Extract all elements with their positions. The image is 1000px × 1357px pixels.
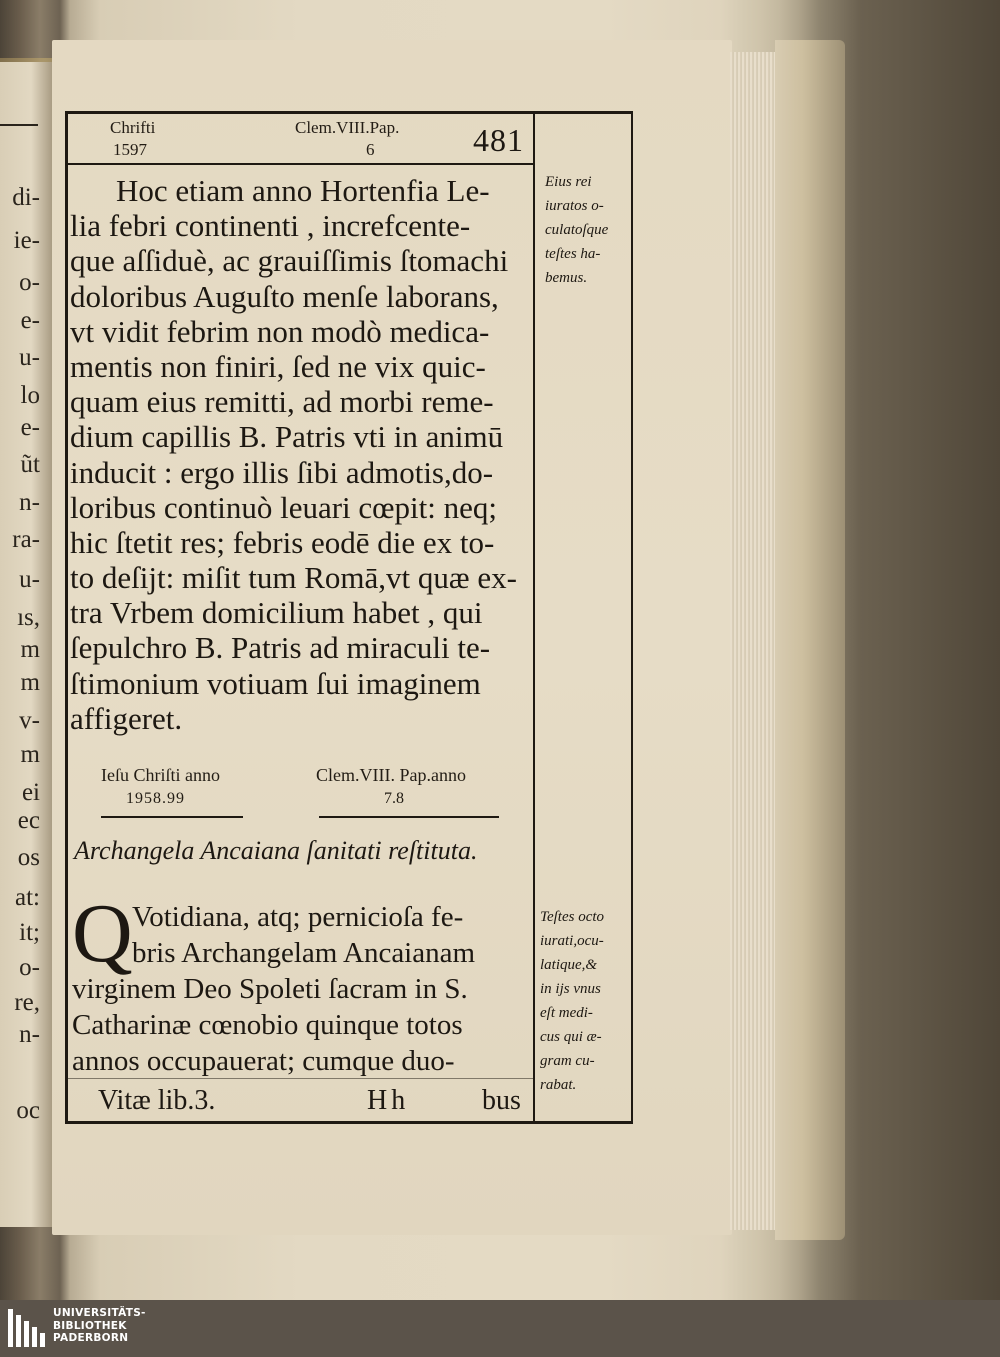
- date-left-rule: [101, 816, 243, 818]
- left-page-line-fragment: n-: [19, 1021, 40, 1048]
- margin-note-eight-witnesses: [540, 905, 604, 1097]
- library-name-line: BIBLIOTHEK: [53, 1319, 127, 1332]
- text-line: inducit : ergo illis ſibi admotis,do-: [70, 454, 494, 490]
- book-cover-edge: [775, 40, 845, 1240]
- drop-cap: Q: [72, 887, 133, 980]
- text-line: ſtimonium votiuam ſui imaginem: [70, 665, 481, 701]
- running-head-clem: Clem.VIII.Pap.: [295, 118, 400, 137]
- date-left-label: Ieſu Chriſti anno: [101, 765, 220, 785]
- left-page-line-fragment: o-: [19, 269, 40, 296]
- left-page-line-fragment: u-: [19, 344, 40, 371]
- section-title: Archangela Ancaiana ſanitati reſtituta.: [74, 836, 478, 865]
- margin-line: teſtes ha-: [545, 246, 601, 262]
- left-page-line-fragment: m: [20, 669, 40, 696]
- text-line: loribus continuò leuari cœpit: neq;: [70, 489, 498, 525]
- left-page-line-fragment: ũt: [20, 451, 40, 478]
- text-line: to deſijt: miſit tum Romā,vt quæ ex-: [70, 560, 517, 596]
- margin-line: rabat.: [540, 1077, 577, 1093]
- left-page-line-fragment: ec: [17, 807, 40, 834]
- running-head-christi-year: 1597: [113, 140, 147, 159]
- paragraph-hortensia: [70, 173, 540, 736]
- margin-line: iurati,ocu-: [540, 933, 604, 949]
- frame-top-rule: [65, 111, 633, 114]
- text-line: tra Vrbem domicilium habet , qui: [70, 595, 483, 631]
- running-head-christi: Chrifti: [110, 118, 156, 137]
- margin-line: Eius rei: [545, 174, 592, 190]
- left-page-line-fragment: ie-: [13, 227, 40, 254]
- library-logo-icon: [8, 1309, 48, 1347]
- date-left-year: 1958.99: [126, 790, 185, 807]
- left-page-line-fragment: re,: [14, 989, 40, 1016]
- text-line: annos occupauerat; cumque duo-: [72, 1045, 455, 1077]
- text-line: hic ſtetit res; febris eodē die ex to-: [70, 524, 495, 560]
- text-line: vt vidit febrim non modò medica-: [70, 313, 490, 349]
- text-line: quam eius remitti, ad morbi reme-: [70, 384, 494, 420]
- margin-note-witnesses: [545, 170, 608, 290]
- margin-line: eſt medi-: [540, 1005, 593, 1021]
- date-right-rule: [319, 816, 499, 818]
- frame-left-rule: [65, 111, 68, 1124]
- frame-right-rule: [631, 111, 633, 1124]
- date-right-year: 7.8: [384, 790, 404, 807]
- margin-line: latique,&: [540, 957, 598, 973]
- catchword: bus: [482, 1085, 521, 1116]
- text-line: lia febri continenti , increfcente-: [70, 208, 471, 244]
- left-page-line-fragment: ei: [21, 779, 40, 806]
- margin-line: bemus.: [545, 270, 588, 286]
- library-name-line: PADERBORN: [53, 1332, 129, 1344]
- left-page-line-fragment: v-: [19, 707, 40, 734]
- margin-line: in ijs vnus: [540, 981, 601, 997]
- text-line: affigeret.: [70, 700, 183, 736]
- left-page-line-fragment: it;: [19, 919, 40, 946]
- left-page-line-fragment: lo: [20, 382, 40, 409]
- text-line: Catharinæ cœnobio quinque totos: [72, 1009, 463, 1041]
- left-page-line-fragment: os: [17, 844, 40, 871]
- left-page-line-fragment: m: [20, 741, 40, 768]
- text-line: mentis non finiri, ſed ne vix quic-: [70, 348, 486, 384]
- left-page-line-fragment: m: [20, 636, 40, 663]
- left-page-line-fragment: ıs,: [17, 604, 40, 631]
- left-page-line-fragment: e-: [20, 414, 40, 441]
- left-page-line-fragment: at:: [15, 884, 40, 911]
- text-line: bris Archangelam Ancaianam: [132, 937, 476, 969]
- paragraph-archangela: [72, 899, 532, 1079]
- left-page-line-fragment: ra-: [12, 526, 40, 553]
- left-page-line-fragment: e-: [20, 307, 40, 334]
- text-line: que aſſiduè, ac grauiſſimis ſtomachi: [70, 243, 509, 279]
- margin-line: gram cu-: [540, 1053, 595, 1069]
- text-line: Hoc etiam anno Hortenfia Le-: [116, 173, 490, 208]
- header-rule: [65, 163, 535, 165]
- library-name: [53, 1307, 146, 1345]
- text-line: Votidiana, atq; pernicioſa fe-: [132, 901, 464, 933]
- left-page-line-fragment: oc: [16, 1097, 40, 1124]
- footer-reference: Vitæ lib.3.: [98, 1085, 216, 1116]
- left-page-rule: [0, 124, 38, 126]
- date-right-label: Clem.VIII. Pap.anno: [316, 765, 466, 785]
- margin-line: cus qui æ-: [540, 1029, 602, 1045]
- text-line: doloribus Auguſto menſe laborans,: [70, 278, 499, 314]
- margin-line: iuratos o-: [545, 198, 604, 214]
- library-name-line: UNIVERSITÄTS-: [53, 1307, 146, 1319]
- margin-line: Teſtes octo: [540, 909, 605, 925]
- left-page-line-fragment: n-: [19, 489, 40, 516]
- signature-mark: Hh: [367, 1085, 410, 1116]
- left-page-line-fragment: o-: [19, 954, 40, 981]
- page-number: 481: [473, 122, 524, 158]
- running-head-clem-year: 6: [366, 140, 375, 159]
- margin-line: culatoſque: [545, 222, 609, 238]
- frame-bottom-rule: [65, 1121, 633, 1124]
- library-footer-bar: [0, 1300, 1000, 1357]
- text-line: ſepulchro B. Patris ad miraculi te-: [70, 630, 491, 666]
- left-page-line-fragment: u-: [19, 566, 40, 593]
- text-line: dium capillis B. Patris vti in animū: [70, 419, 504, 455]
- left-page-line-fragment: di-: [12, 184, 40, 211]
- text-line: virginem Deo Spoleti ſacram in S.: [72, 973, 468, 1005]
